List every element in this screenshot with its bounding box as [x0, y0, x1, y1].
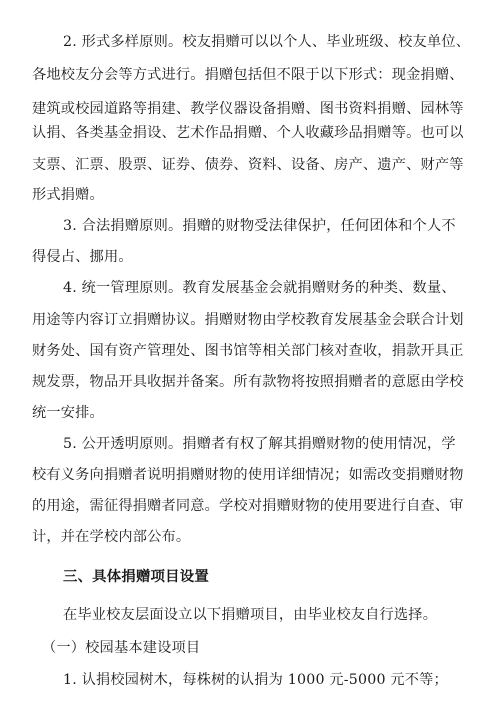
section-heading: 三、具体捐赠项目设置 [63, 569, 209, 585]
paragraph-5-line-2: 校有义务向捐赠者说明捐赠财物的使用详细情况；如需改变捐赠财物 [32, 467, 464, 483]
paragraph-5-line-4: 计，并在学校内部公布。 [32, 529, 191, 545]
paragraph-2-line-2: 各地校友分会等方式进行。捐赠包括但不限于以下形式：现金捐赠、 [32, 67, 464, 83]
paragraph-3-line-1: 3. 合法捐赠原则。捐赠的财物受法律保护，任何团体和个人不 [63, 218, 456, 234]
paragraph-5-line-3: 的用途，需征得捐赠者同意。学校对捐赠财物的使用要进行自查、审 [32, 498, 464, 514]
paragraph-2-line-1: 2. 形式多样原则。校友捐赠可以以个人、毕业班级、校友单位、 [63, 34, 471, 50]
paragraph-4-line-1: 4. 统一管理原则。教育发展基金会就捐赠财务的种类、数量、 [63, 280, 456, 296]
paragraph-4-line-5: 统一安排。 [32, 405, 104, 421]
paragraph-5-line-1: 5. 公开透明原则。捐赠者有权了解其捐赠财物的使用情况，学 [63, 436, 456, 452]
paragraph-2-line-3: 建筑或校园道路等捐建、教学仪器设备捐赠、图书资料捐赠、园林等 [32, 101, 464, 117]
paragraph-4-line-3: 财务处、国有资产管理处、图书馆等相关部门核对查收，捐款开具正 [32, 343, 464, 359]
subsection-heading: （一）校园基本建设项目 [42, 640, 201, 656]
paragraph-4-line-2: 用途等内容订立捐赠协议。捐赠财物由学校教育发展基金会联合计划 [32, 312, 464, 328]
paragraph-3-line-2: 得侵占、挪用。 [32, 249, 133, 265]
paragraph-2-line-5: 支票、汇票、股票、证券、债券、资料、设备、房产、遗产、财产等 [32, 157, 464, 173]
paragraph-4-line-4: 规发票，物品开具收据并备案。所有款物将按照捐赠者的意愿由学校 [32, 374, 464, 390]
list-item-1: 1. 认捐校园树木，每株树的认捐为 1000 元-5000 元不等； [63, 672, 448, 688]
intro-paragraph: 在毕业校友层面设立以下捐赠项目，由毕业校友自行选择。 [63, 607, 438, 623]
paragraph-2-line-4: 认捐、各类基金捐设、艺术作品捐赠、个人收藏珍品捐赠等。也可以 [32, 125, 464, 141]
paragraph-2-line-6: 形式捐赠。 [32, 187, 104, 203]
